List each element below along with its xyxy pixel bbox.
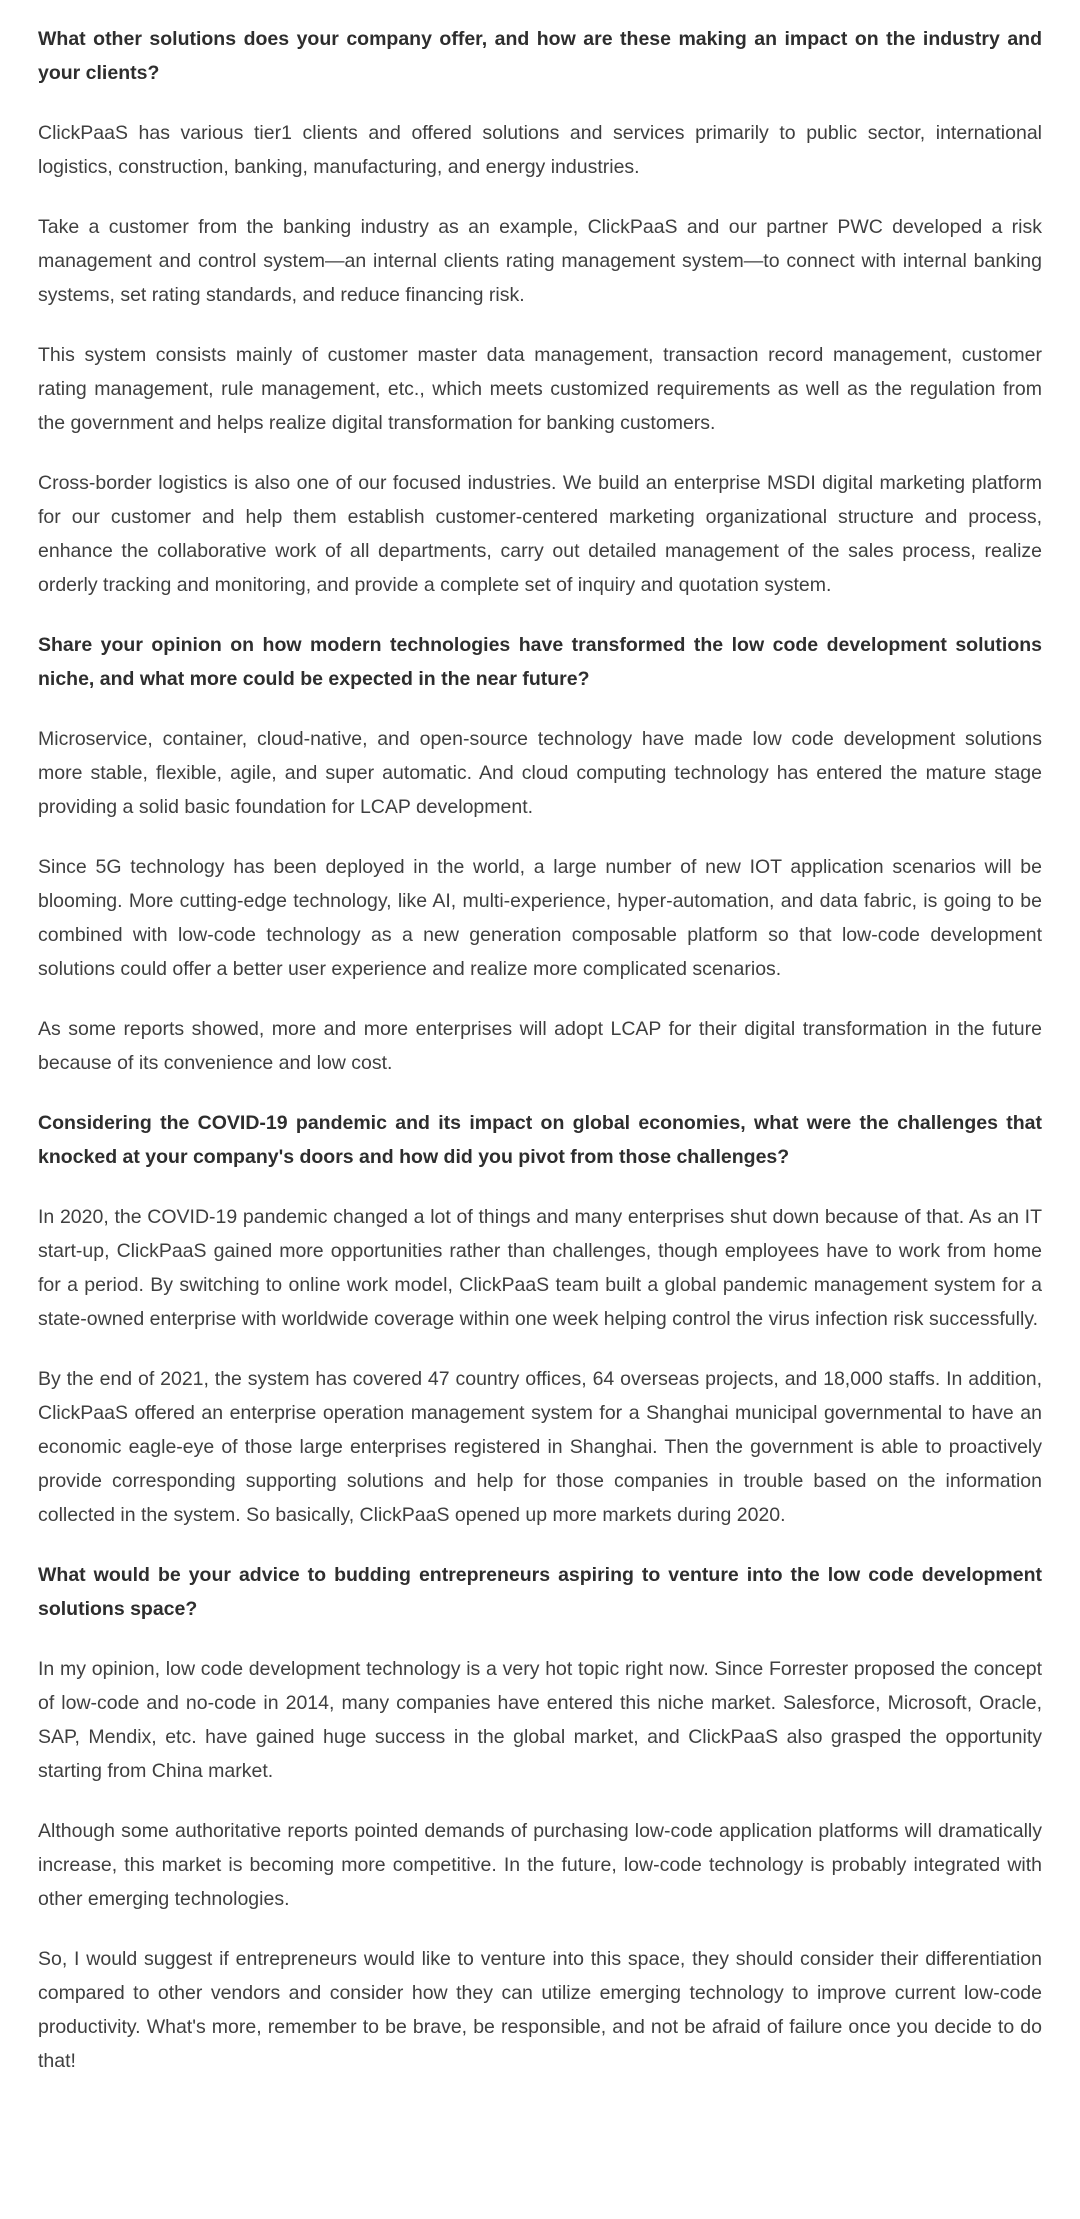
question-heading: What other solutions does your company offer, and how are these making an impact on the industry and your clients?	[38, 28, 1042, 84]
question-heading: Share your opinion on how modern technologies have transformed the low code development solutions niche, and what more could be expected in the near future?	[38, 634, 1042, 690]
answer-paragraph: So, I would suggest if entrepreneurs would like to venture into this space, they should consider their differentiation compared to other vendors and consider how they can utilize emerging technology to improve current low-code productivity. What's more, remember to be brave, be responsible, and not be afraid of failure once you decide to do that!	[38, 1948, 1042, 2072]
question-heading: What would be your advice to budding entrepreneurs aspiring to venture into the low code development solutions space?	[38, 1564, 1042, 1620]
answer-paragraph: In my opinion, low code development technology is a very hot topic right now. Since Forrester proposed the concept of low-code and no-code in 2014, many companies have entered this niche market. Salesforce, Microsoft, Oracle, SAP, Mendix, etc. have gained huge success in the global market, and ClickPaaS also grasped the opportunity starting from China market.	[38, 1658, 1042, 1782]
answer-paragraph: By the end of 2021, the system has covered 47 country offices, 64 overseas projects, and 18,000 staffs. In addition, ClickPaaS offered an enterprise operation management system for a Shanghai municipal governmental to have an economic eagle-eye of those large enterprises registered in Shanghai. Then the government is able to proactively provide corresponding supporting solutions and help for those companies in trouble based on the information collected in the system. So basically, ClickPaaS opened up more markets during 2020.	[38, 1368, 1042, 1526]
answer-paragraph: In 2020, the COVID-19 pandemic changed a lot of things and many enterprises shut down because of that. As an IT start-up, ClickPaaS gained more opportunities rather than challenges, though employees have to work from home for a period. By switching to online work model, ClickPaaS team built a global pandemic management system for a state-owned enterprise with worldwide coverage within one week helping control the virus infection risk successfully.	[38, 1206, 1042, 1330]
answer-paragraph: As some reports showed, more and more enterprises will adopt LCAP for their digital transformation in the future because of its convenience and low cost.	[38, 1018, 1042, 1074]
answer-paragraph: Cross-border logistics is also one of our focused industries. We build an enterprise MSDI digital marketing platform for our customer and help them establish customer-centered marketing organizational structure and process, enhance the collaborative work of all departments, carry out detailed management of the sales process, realize orderly tracking and monitoring, and provide a complete set of inquiry and quotation system.	[38, 472, 1042, 596]
answer-paragraph: Since 5G technology has been deployed in the world, a large number of new IOT application scenarios will be blooming. More cutting-edge technology, like AI, multi-experience, hyper-automation, and data fabric, is going to be combined with low-code technology as a new generation composable platform so that low-code development solutions could offer a better user experience and realize more complicated scenarios.	[38, 856, 1042, 980]
question-heading: Considering the COVID-19 pandemic and its impact on global economies, what were the challenges that knocked at your company's doors and how did you pivot from those challenges?	[38, 1112, 1042, 1168]
answer-paragraph: This system consists mainly of customer master data management, transaction record management, customer rating management, rule management, etc., which meets customized requirements as well as the regulation from the government and helps realize digital transformation for banking customers.	[38, 344, 1042, 434]
answer-paragraph: Microservice, container, cloud-native, and open-source technology have made low code development solutions more stable, flexible, agile, and super automatic. And cloud computing technology has entered the mature stage providing a solid basic foundation for LCAP development.	[38, 728, 1042, 818]
answer-paragraph: Take a customer from the banking industry as an example, ClickPaaS and our partner PWC developed a risk management and control system—an internal clients rating management system—to connect with internal banking systems, set rating standards, and reduce financing risk.	[38, 216, 1042, 306]
answer-paragraph: ClickPaaS has various tier1 clients and offered solutions and services primarily to public sector, international logistics, construction, banking, manufacturing, and energy industries.	[38, 122, 1042, 178]
answer-paragraph: Although some authoritative reports pointed demands of purchasing low-code application platforms will dramatically increase, this market is becoming more competitive. In the future, low-code technology is probably integrated with other emerging technologies.	[38, 1820, 1042, 1910]
